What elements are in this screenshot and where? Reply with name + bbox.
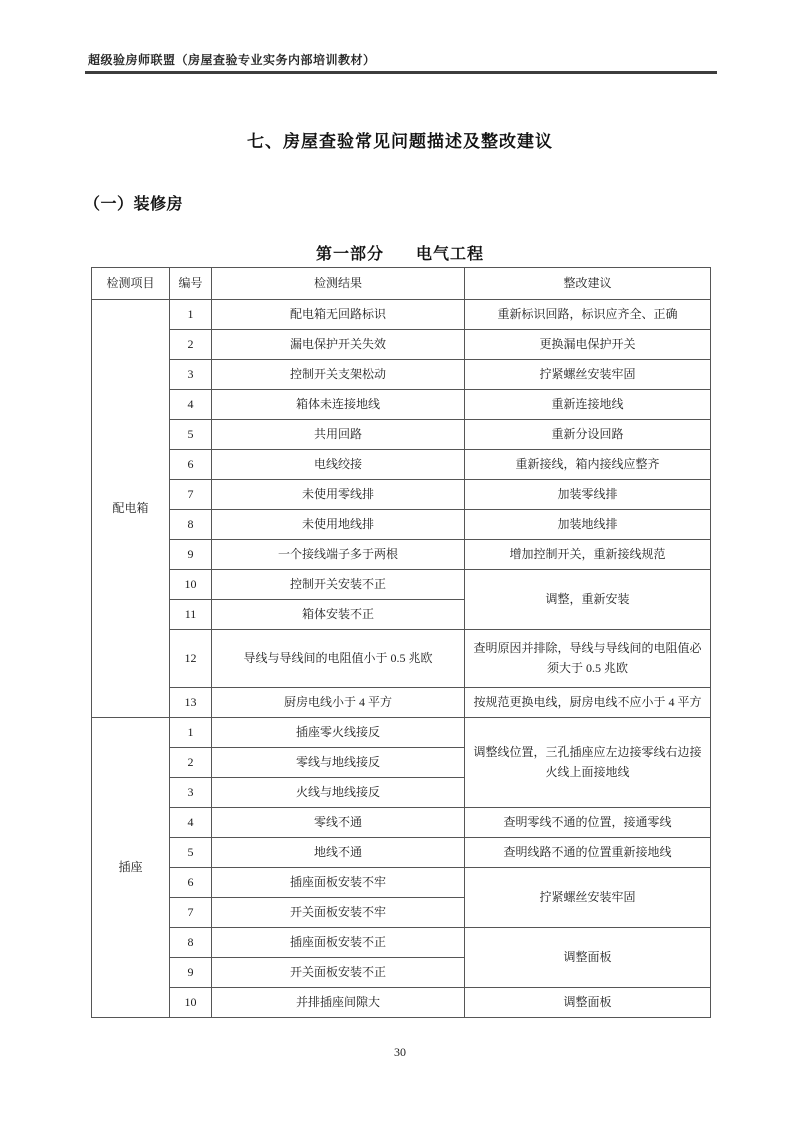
remedy-cell: 查明零线不通的位置，接通零线 [465,808,711,838]
row-number-cell: 4 [170,808,212,838]
table-row [92,450,711,480]
remedy-cell: 拧紧螺丝安装牢固 [465,868,711,928]
category-cell: 插座 [92,718,170,1018]
table-row [92,868,711,898]
row-number-cell: 1 [170,718,212,748]
table-row [92,570,711,600]
row-number-cell: 4 [170,390,212,420]
remedy-cell: 重新接线，箱内接线应整齐 [465,450,711,480]
part-name: 电气工程 [416,246,485,263]
category-cell: 配电箱 [92,300,170,718]
remedy-cell: 更换漏电保护开关 [465,330,711,360]
row-number-cell: 1 [170,300,212,330]
remedy-cell: 调整面板 [465,928,711,988]
table-row [92,420,711,450]
result-cell: 控制开关支架松动 [212,360,465,390]
result-cell: 插座面板安装不牢 [212,868,465,898]
row-number-cell: 2 [170,330,212,360]
table-row [92,808,711,838]
remedy-cell: 查明原因并排除，导线与导线间的电阻值必须大于 0.5 兆欧 [465,630,711,688]
result-cell: 开关面板安装不牢 [212,898,465,928]
table-row [92,300,711,330]
table-row [92,988,711,1018]
row-number-cell: 5 [170,420,212,450]
column-header-remedy: 整改建议 [465,268,711,300]
row-number-cell: 7 [170,898,212,928]
remedy-cell: 查明线路不通的位置重新接地线 [465,838,711,868]
result-cell: 未使用地线排 [212,510,465,540]
remedy-cell: 重新连接地线 [465,390,711,420]
table-row [92,330,711,360]
doc-title: 七、房屋查验常见问题描述及整改建议 [247,132,553,151]
part-title [0,241,800,264]
result-cell: 漏电保护开关失效 [212,330,465,360]
table-row [92,360,711,390]
row-number-cell: 11 [170,600,212,630]
page-number: 30 [394,1045,406,1059]
remedy-cell: 重新标识回路，标识应齐全、正确 [465,300,711,330]
result-cell: 控制开关安装不正 [212,570,465,600]
table-row [92,630,711,688]
row-number-cell: 10 [170,988,212,1018]
result-cell: 零线不通 [212,808,465,838]
row-number-cell: 7 [170,480,212,510]
remedy-cell: 拧紧螺丝安装牢固 [465,360,711,390]
result-cell: 零线与地线接反 [212,748,465,778]
row-number-cell: 9 [170,540,212,570]
result-cell: 插座零火线接反 [212,718,465,748]
inspection-table [91,267,711,1018]
row-number-cell: 5 [170,838,212,868]
row-number-cell: 10 [170,570,212,600]
row-number-cell: 9 [170,958,212,988]
table-row [92,480,711,510]
result-cell: 一个接线端子多于两根 [212,540,465,570]
table-row [92,838,711,868]
table-header-row [92,268,711,300]
result-cell: 并排插座间隙大 [212,988,465,1018]
remedy-cell: 按规范更换电线，厨房电线不应小于 4 平方 [465,688,711,718]
result-cell: 配电箱无回路标识 [212,300,465,330]
result-cell: 开关面板安装不正 [212,958,465,988]
row-number-cell: 8 [170,928,212,958]
result-cell: 共用回路 [212,420,465,450]
row-number-cell: 2 [170,748,212,778]
result-cell: 未使用零线排 [212,480,465,510]
header-org-text: 超级验房师联盟（房屋查验专业实务内部培训教材） [88,53,376,67]
result-cell: 箱体安装不正 [212,600,465,630]
row-number-cell: 3 [170,360,212,390]
row-number-cell: 3 [170,778,212,808]
remedy-cell: 调整，重新安装 [465,570,711,630]
row-number-cell: 6 [170,450,212,480]
result-cell: 电线绞接 [212,450,465,480]
remedy-cell: 调整线位置，三孔插座应左边接零线右边接火线上面接地线 [465,718,711,808]
remedy-cell: 重新分设回路 [465,420,711,450]
result-cell: 地线不通 [212,838,465,868]
result-cell: 火线与地线接反 [212,778,465,808]
table-row [92,390,711,420]
table-row [92,928,711,958]
result-cell: 箱体未连接地线 [212,390,465,420]
part-label: 第一部分 [315,246,384,263]
table-row [92,718,711,748]
result-cell: 厨房电线小于 4 平方 [212,688,465,718]
table-row [92,540,711,570]
column-header-result: 检测结果 [212,268,465,300]
section-heading: （一）装修房 [84,196,184,213]
remedy-cell: 加装零线排 [465,480,711,510]
table-row [92,688,711,718]
row-number-cell: 8 [170,510,212,540]
row-number-cell: 6 [170,868,212,898]
header-rule [85,71,717,74]
column-header-no: 编号 [170,268,212,300]
table-row [92,510,711,540]
row-number-cell: 13 [170,688,212,718]
remedy-cell: 增加控制开关，重新接线规范 [465,540,711,570]
column-header-item: 检测项目 [92,268,170,300]
result-cell: 导线与导线间的电阻值小于 0.5 兆欧 [212,630,465,688]
remedy-cell: 加装地线排 [465,510,711,540]
remedy-cell: 调整面板 [465,988,711,1018]
row-number-cell: 12 [170,630,212,688]
result-cell: 插座面板安装不正 [212,928,465,958]
